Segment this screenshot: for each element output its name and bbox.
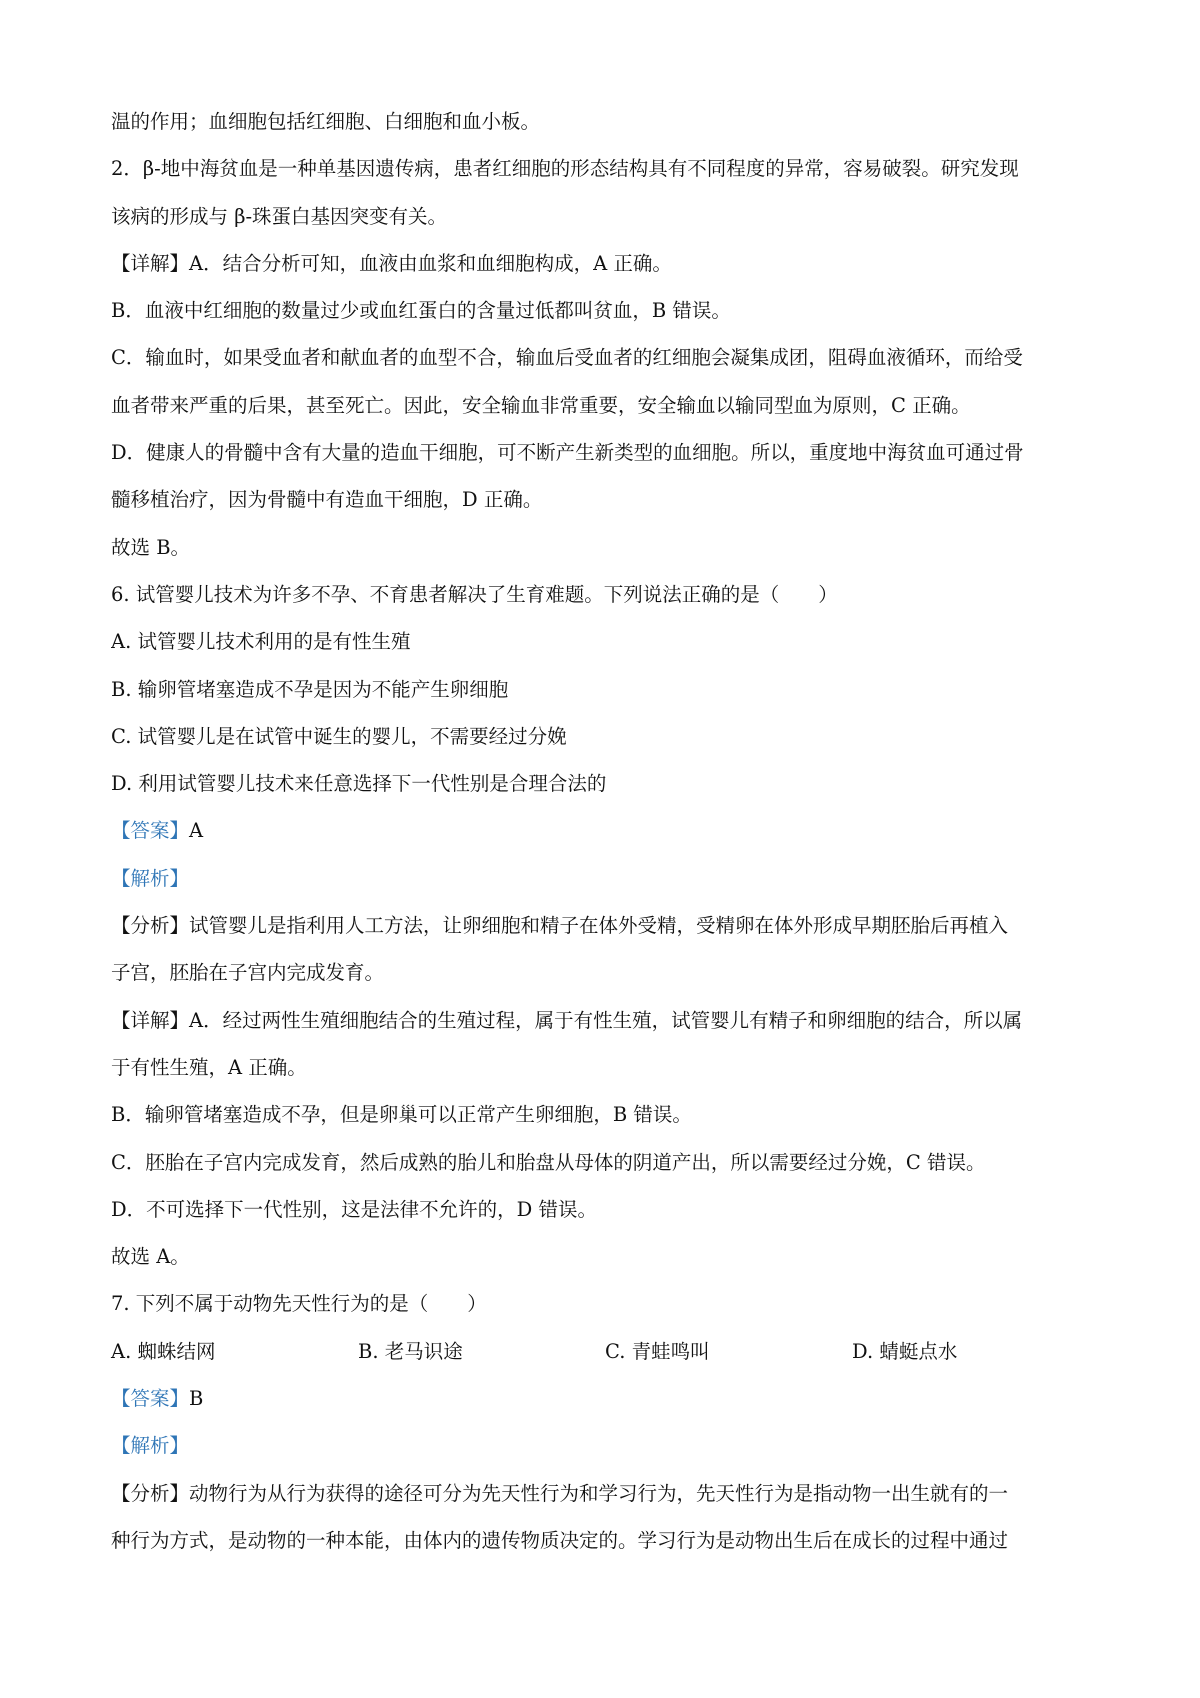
question-6-detail-line: 于有性生殖，A 正确。 xyxy=(111,1055,307,1079)
document-body xyxy=(111,98,1101,1564)
paragraph-line: 该病的形成与 β-珠蛋白基因突变有关。 xyxy=(111,204,448,228)
question-6-detail-line: C．胚胎在子宫内完成发育，然后成熟的胎儿和胎盘从母体的阴道产出，所以需要经过分娩，C 错误。 xyxy=(111,1150,986,1174)
question-6-detail-line: D．不可选择下一代性别，这是法律不允许的，D 错误。 xyxy=(111,1197,597,1221)
question-6-option-b: B. 输卵管堵塞造成不孕是因为不能产生卵细胞 xyxy=(111,677,509,701)
answer-value: A xyxy=(189,819,204,843)
paragraph-line: 温的作用；血细胞包括红细胞、白细胞和血小板。 xyxy=(111,110,541,133)
paragraph-line: 髓移植治疗，因为骨髓中有造血干细胞，D 正确。 xyxy=(111,488,543,512)
answer-tag: 【答案】 xyxy=(111,1387,190,1411)
paragraph-line: 故选 B。 xyxy=(111,535,191,559)
question-6-option-c: C. 试管婴儿是在试管中诞生的婴儿，不需要经过分娩 xyxy=(111,724,567,748)
question-7-analysis-line: 【分析】动物行为从行为获得的途径可分为先天性行为和学习行为，先天性行为是指动物一出生就有的一 xyxy=(111,1481,1009,1505)
paragraph-line: 2．β-地中海贫血是一种单基因遗传病，患者红细胞的形态结构具有不同程度的异常，容易破裂。研究发现 xyxy=(111,157,1019,181)
question-7-answer xyxy=(111,1375,1101,1422)
question-7-analysis-line: 种行为方式，是动物的一种本能，由体内的遗传物质决定的。学习行为是动物出生后在成长的过程中通过 xyxy=(111,1528,1009,1552)
question-7-option-c: C. 青蛙鸣叫 xyxy=(605,1339,710,1363)
question-6-answer xyxy=(111,807,1101,854)
paragraph-line: C．输血时，如果受血者和献血者的血型不合，输血后受血者的红细胞会凝集成团，阻碍血液循环，而给受 xyxy=(111,346,1023,370)
paragraph-line: D．健康人的骨髓中含有大量的造血干细胞，可不断产生新类型的血细胞。所以，重度地中海贫血可通过骨 xyxy=(111,441,1024,465)
question-7-stem: 7. 下列不属于动物先天性行为的是（ ） xyxy=(111,1292,487,1316)
answer-value: B xyxy=(189,1387,204,1411)
question-6-option-d: D. 利用试管婴儿技术来任意选择下一代性别是合理合法的 xyxy=(111,772,607,796)
question-7-option-d: D. 蜻蜓点水 xyxy=(852,1339,958,1363)
paragraph-line: B．血液中红细胞的数量过少或血红蛋白的含量过低都叫贫血，B 错误。 xyxy=(111,299,731,323)
question-6-detail-line: B．输卵管堵塞造成不孕，但是卵巢可以正常产生卵细胞，B 错误。 xyxy=(111,1103,692,1127)
question-6-analysis-line: 子宫，胚胎在子宫内完成发育。 xyxy=(111,961,385,985)
paragraph-line: 血者带来严重的后果，甚至死亡。因此，安全输血非常重要，安全输血以输同型血为原则，C 正确。 xyxy=(111,393,971,417)
paragraph-line: 【详解】A．结合分析可知，血液由血浆和血细胞构成，A 正确。 xyxy=(111,251,672,275)
question-7-option-b: B. 老马识途 xyxy=(358,1339,463,1363)
question-7-analysis-tag: 【解析】 xyxy=(111,1434,190,1458)
question-6-analysis-tag: 【解析】 xyxy=(111,866,190,890)
answer-tag: 【答案】 xyxy=(111,819,190,843)
question-7-option-a: A. 蜘蛛结网 xyxy=(111,1339,216,1363)
question-6-analysis-line: 【分析】试管婴儿是指利用人工方法，让卵细胞和精子在体外受精，受精卵在体外形成早期胚胎后再植入 xyxy=(111,914,1009,938)
question-6-stem: 6. 试管婴儿技术为许多不孕、不育患者解决了生育难题。下列说法正确的是（ ） xyxy=(111,582,838,606)
question-7-options xyxy=(111,1328,1101,1375)
question-6-choice: 故选 A。 xyxy=(111,1245,190,1269)
question-6-option-a: A. 试管婴儿技术利用的是有性生殖 xyxy=(111,630,411,654)
question-6-detail-line: 【详解】A．经过两性生殖细胞结合的生殖过程，属于有性生殖，试管婴儿有精子和卵细胞的结合，所以属 xyxy=(111,1008,1023,1032)
